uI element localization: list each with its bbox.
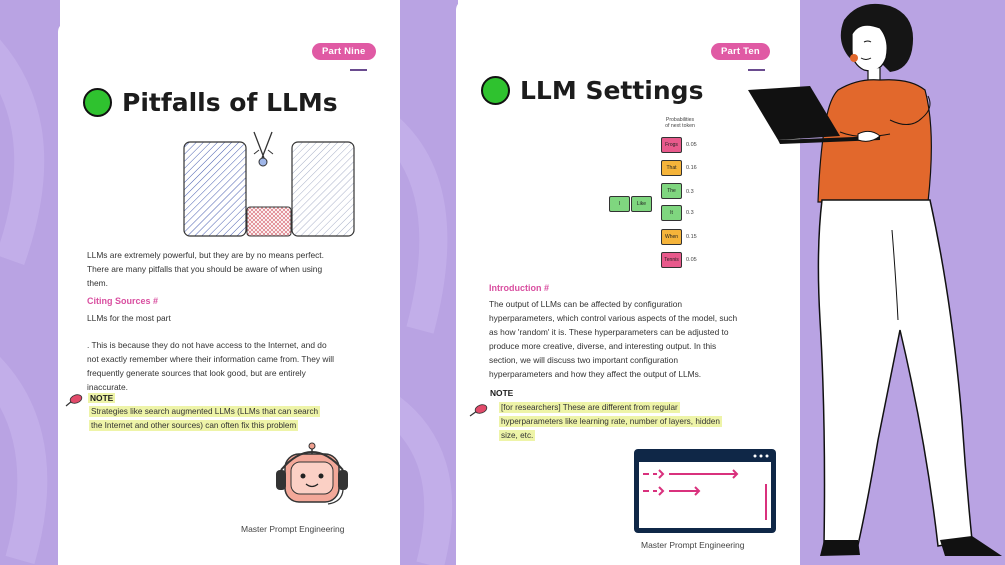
token-box: It <box>661 205 682 221</box>
part-badge: Part Nine <box>312 43 376 60</box>
body-paragraph <box>489 297 770 381</box>
page-title: LLM Settings <box>520 76 704 105</box>
part-badge: Part Ten <box>711 43 770 60</box>
input-token-box: Like <box>631 196 652 212</box>
middle-purple-strip <box>400 0 458 565</box>
section-heading: Introduction # <box>489 283 549 293</box>
left-page <box>58 22 400 565</box>
token-prob: 0.16 <box>686 165 697 171</box>
token-prob: 0.15 <box>686 234 697 240</box>
robot-headphones-icon <box>272 442 352 512</box>
text-line: hyperparameters and how they affect the output of LLMs. <box>489 369 702 379</box>
pushpin-icon <box>468 402 490 420</box>
token-box: Tennis <box>661 252 682 268</box>
prob-title <box>660 117 700 129</box>
body-paragraph <box>87 338 367 394</box>
prob-title-line: of next token <box>665 123 695 129</box>
text-line: inaccurate. <box>87 382 128 392</box>
note-label: NOTE <box>490 388 514 398</box>
text-line: frequently generate sources that look good, but are entirely <box>87 368 306 378</box>
prob-title-line: Probabilities <box>665 117 695 123</box>
page-title: Pitfalls of LLMs <box>122 88 338 117</box>
note-line: Strategies like search augmented LLMs (LLMs that can search <box>91 407 319 416</box>
text-line: hyperparameters, which control various aspects of the model, such <box>489 313 738 323</box>
section-subtitle: LLMs for the most part <box>87 313 171 323</box>
text-line: as how 'random' it is. These hyperparameters can be adjusted to <box>489 327 729 337</box>
token-prob: 0.3 <box>686 210 694 216</box>
note-line: size, etc. <box>501 431 534 440</box>
text-line: LLMs are extremely powerful, but they are by no means perfect. <box>87 250 324 260</box>
badge-underline <box>350 69 367 71</box>
token-box: That <box>661 160 682 176</box>
token-prob: 0.05 <box>686 142 697 148</box>
section-heading: Citing Sources # <box>87 296 159 306</box>
note-line: hyperparameters like learning rate, number of layers, hidden <box>501 417 720 426</box>
token-box: The <box>661 183 682 199</box>
page-title-row <box>83 88 338 117</box>
note-line: the Internet and other sources) can often fix this problem <box>91 421 297 430</box>
text-line: The output of LLMs can be affected by configuration <box>489 299 683 309</box>
text-line: not exactly remember where their information came from. They will <box>87 354 334 364</box>
note-text <box>89 405 379 433</box>
page-title-row <box>481 76 703 105</box>
page-footer: Master Prompt Engineering <box>241 524 345 534</box>
text-line: produce more creative, diverse, and interesting output. In this <box>489 341 717 351</box>
pushpin-icon <box>64 393 84 409</box>
page-footer: Master Prompt Engineering <box>641 540 745 550</box>
text-line: There are many pitfalls that you should be aware of when using <box>87 264 323 274</box>
note-text <box>499 401 761 443</box>
input-token-box: I <box>609 196 630 212</box>
text-line: them. <box>87 278 108 288</box>
text-line: . This is because they do not have access to the Internet, and do <box>87 340 327 350</box>
text-line: section, we will discuss two important configuration <box>489 355 678 365</box>
green-dot-icon <box>481 76 510 105</box>
note-label: NOTE <box>90 393 114 403</box>
token-box: Frogs <box>661 137 682 153</box>
left-purple-strip <box>0 0 60 565</box>
token-prob: 0.05 <box>686 257 697 263</box>
token-box: When <box>661 229 682 245</box>
intro-paragraph <box>87 248 367 290</box>
note-line: [for researchers] These are different from regular <box>501 403 678 412</box>
token-prob: 0.3 <box>686 189 694 195</box>
rectangles-diagram-icon <box>180 130 360 240</box>
woman-with-laptop-illustration <box>740 0 1005 565</box>
green-dot-icon <box>83 88 112 117</box>
